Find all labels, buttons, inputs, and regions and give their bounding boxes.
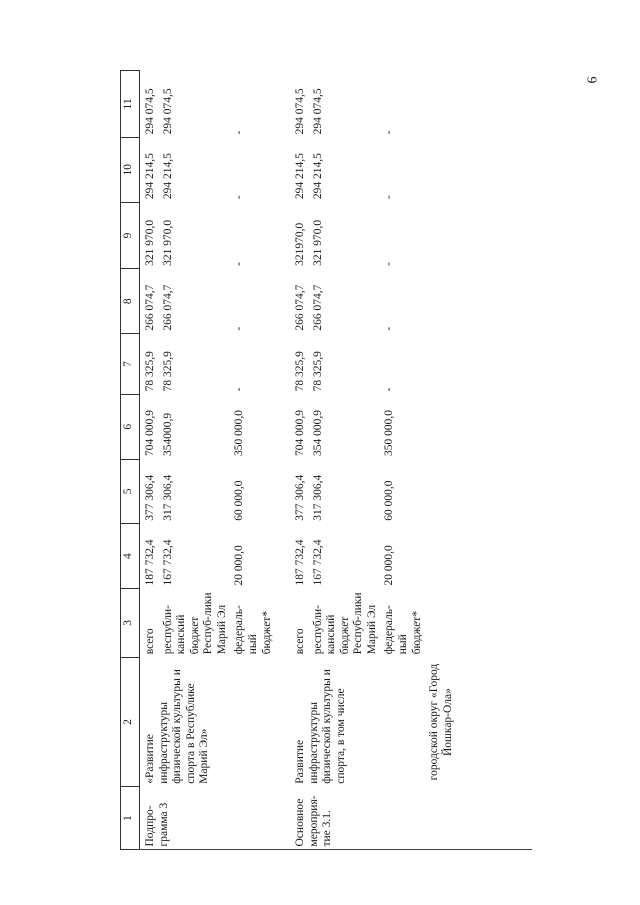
value-cell: 20 000,0: [383, 545, 396, 586]
program-name: «Развитие инфраструктуры физической культуры и спорта в Республике Марий Эл»: [144, 669, 211, 784]
value-cell: 266 074,7: [311, 284, 324, 331]
value-cell: 377 306,4: [144, 474, 156, 521]
page-number: 6: [585, 76, 601, 84]
program-name: Развитие инфраструктуры физической культуры и спорта, в том числе: [294, 669, 347, 784]
funding-source: республи-канский бюджет Респуб-лики Марий Эл: [311, 592, 378, 655]
header-cell: 10: [121, 137, 140, 202]
municipality-label: городской округ «Город Йошкар-Ола»: [428, 663, 454, 781]
value-cell: 294 074,5: [294, 88, 307, 135]
value-cell: 60 000,0: [383, 480, 396, 521]
funding-source: всего: [144, 628, 156, 655]
header-cell: 11: [121, 71, 140, 138]
value-cell: 78 325,9: [144, 351, 156, 392]
header-cell: 1: [121, 787, 140, 850]
budget-table: [120, 70, 457, 850]
header-cell: 9: [121, 202, 140, 269]
program-code: Подпро-грамма 3: [144, 802, 170, 847]
value-cell: 354 000,9: [311, 410, 324, 457]
value-cell: -: [233, 195, 246, 200]
value-cell: 187 732,4: [294, 539, 307, 586]
program-code: Основное мероприя-тие 3.1.: [294, 795, 334, 847]
value-cell: 321970,0: [294, 222, 307, 266]
value-cell: 294 214,5: [144, 153, 156, 200]
funding-source: всего: [294, 628, 307, 655]
value-cell: 317 306,4: [311, 474, 324, 521]
value-cell: 294 214,5: [294, 153, 307, 200]
value-cell: 321 970,0: [144, 219, 156, 266]
funding-source: федераль-ный бюджет*: [383, 605, 423, 655]
value-cell: 317 306,4: [161, 474, 174, 521]
value-cell: -: [383, 262, 396, 266]
table-row: [290, 71, 310, 850]
value-cell: 266 074,7: [161, 284, 174, 331]
header-cell: 3: [121, 589, 140, 658]
value-cell: 354000,9: [161, 412, 174, 457]
value-cell: 78 325,9: [294, 351, 307, 392]
header-row: [121, 71, 140, 850]
value-cell: -: [233, 262, 246, 266]
value-cell: 294 074,5: [144, 88, 156, 135]
header-cell: 4: [121, 524, 140, 589]
value-cell: 78 325,9: [161, 351, 174, 392]
header-cell: 5: [121, 459, 140, 524]
spacer-row: [276, 71, 290, 850]
value-cell: -: [383, 130, 396, 135]
value-cell: 20 000,0: [233, 545, 246, 586]
value-cell: 266 074,7: [144, 284, 156, 331]
funding-source: республи-канский бюджет Респуб-лики Марий Эл: [161, 592, 228, 655]
header-cell: 7: [121, 334, 140, 395]
value-cell: 60 000,0: [233, 480, 246, 521]
left-rule: [138, 849, 532, 850]
value-cell: -: [233, 326, 246, 331]
value-cell: 294 214,5: [161, 153, 174, 200]
rotated-table-frame: [120, 70, 532, 850]
header-cell: 2: [121, 657, 140, 786]
value-cell: 704 000,9: [294, 410, 307, 457]
value-cell: -: [383, 195, 396, 200]
value-cell: 377 306,4: [294, 474, 307, 521]
value-cell: 294 074,5: [161, 88, 174, 135]
header-cell: 8: [121, 269, 140, 334]
value-cell: -: [383, 326, 396, 331]
value-cell: 294 074,5: [311, 88, 324, 135]
value-cell: 350 000,0: [383, 410, 396, 457]
table-row: [426, 71, 457, 850]
value-cell: 266 074,7: [294, 284, 307, 331]
value-cell: 167 732,4: [161, 539, 174, 586]
value-cell: 350 000,0: [233, 410, 246, 457]
value-cell: 704 000,9: [144, 410, 156, 457]
value-cell: 294 214,5: [311, 153, 324, 200]
value-cell: 321 970,0: [161, 219, 174, 266]
header-cell: 6: [121, 394, 140, 459]
value-cell: -: [233, 387, 246, 392]
value-cell: -: [383, 387, 396, 392]
value-cell: 78 325,9: [311, 351, 324, 392]
value-cell: -: [233, 130, 246, 135]
value-cell: 187 732,4: [144, 539, 156, 586]
table-row: [140, 71, 160, 850]
value-cell: 321 970,0: [311, 219, 324, 266]
funding-source: федераль-ный бюджет*: [233, 605, 273, 655]
value-cell: 167 732,4: [311, 539, 324, 586]
